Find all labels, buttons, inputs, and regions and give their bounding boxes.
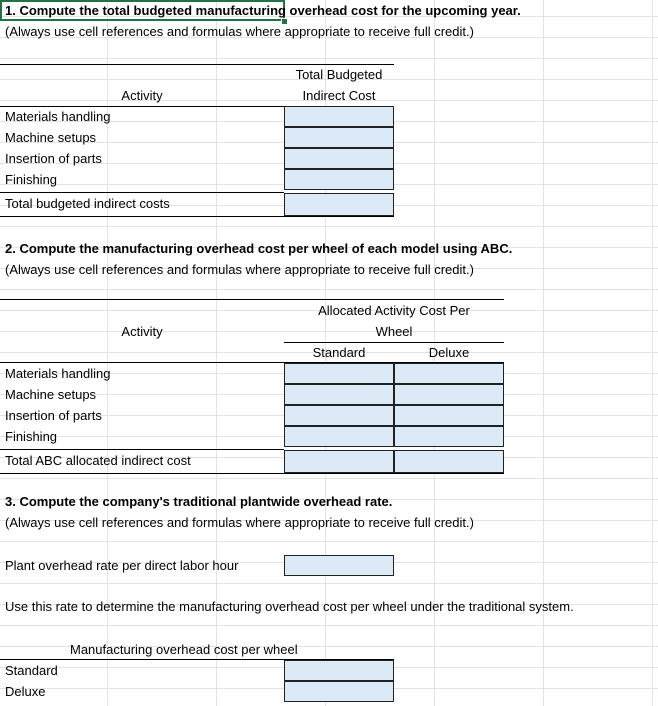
q1-table-bottom-border <box>0 216 394 217</box>
q3-input-deluxe[interactable] <box>284 681 394 702</box>
q2-col-alloc-1: Allocated Activity Cost Per <box>318 303 470 318</box>
q1-col-activity: Activity <box>121 88 163 103</box>
q2-row-label: Materials handling <box>5 366 111 381</box>
q1-row-label: Machine setups <box>5 130 97 145</box>
q3-title: 3. Compute the company's traditional plantwide overhead rate. <box>5 494 393 509</box>
q3-instruction: Use this rate to determine the manufacturing overhead cost per wheel under the traditional system. <box>5 599 574 614</box>
q3-row-label: Deluxe <box>5 684 46 699</box>
q1-table-top-border <box>0 64 394 65</box>
q2-input-standard[interactable] <box>284 384 394 405</box>
q1-row-label: Insertion of parts <box>5 151 102 166</box>
q2-input-standard[interactable] <box>284 405 394 426</box>
q3-moh-label: Manufacturing overhead cost per wheel <box>70 642 298 657</box>
q1-row-label: Materials handling <box>5 109 111 124</box>
q2-title: 2. Compute the manufacturing overhead cost per wheel of each model using ABC. <box>5 241 513 256</box>
q1-col-cost-1: Total Budgeted <box>295 67 383 82</box>
q2-row-label: Finishing <box>5 429 58 444</box>
q2-col-standard: Standard <box>312 345 366 360</box>
q1-input-materials-handling[interactable] <box>284 106 394 127</box>
q2-input-deluxe[interactable] <box>394 363 504 384</box>
q2-input-total-deluxe[interactable] <box>394 450 504 473</box>
q1-input-machine-setups[interactable] <box>284 127 394 148</box>
q2-input-deluxe[interactable] <box>394 405 504 426</box>
q2-input-deluxe[interactable] <box>394 384 504 405</box>
q3-note: (Always use cell references and formulas where appropriate to receive full credit.) <box>5 515 474 530</box>
q2-input-deluxe[interactable] <box>394 426 504 447</box>
q1-input-insertion-of-parts[interactable] <box>284 148 394 169</box>
q2-table-top-border <box>0 299 504 300</box>
q2-total-label: Total ABC allocated indirect cost <box>5 453 191 468</box>
q2-col-alloc-2: Wheel <box>375 324 413 339</box>
q2-row-label: Machine setups <box>5 387 97 402</box>
q2-input-standard[interactable] <box>284 426 394 447</box>
q3-row-label: Standard <box>5 663 58 678</box>
q2-input-standard[interactable] <box>284 363 394 384</box>
q1-input-total[interactable] <box>284 193 394 216</box>
q2-subheader-border <box>284 342 504 343</box>
q1-total-border <box>0 192 284 193</box>
q2-row-label: Insertion of parts <box>5 408 102 423</box>
q1-total-label: Total budgeted indirect costs <box>5 196 170 211</box>
q1-col-cost-2: Indirect Cost <box>302 88 376 103</box>
q3-rate-label: Plant overhead rate per direct labor hour <box>5 558 239 573</box>
q3-input-plant-rate[interactable] <box>284 555 394 576</box>
q2-total-border <box>0 449 284 450</box>
q2-col-deluxe: Deluxe <box>428 345 470 360</box>
q1-note: (Always use cell references and formulas where appropriate to receive full credit.) <box>5 24 474 39</box>
q2-input-total-standard[interactable] <box>284 450 394 473</box>
q1-title: 1. Compute the total budgeted manufacturing overhead cost for the upcoming year. <box>5 3 521 18</box>
q1-row-label: Finishing <box>5 172 58 187</box>
q3-input-standard[interactable] <box>284 660 394 681</box>
q2-col-activity: Activity <box>121 324 163 339</box>
q1-input-finishing[interactable] <box>284 169 394 190</box>
q2-table-bottom-border <box>0 473 504 474</box>
q2-note: (Always use cell references and formulas where appropriate to receive full credit.) <box>5 262 474 277</box>
